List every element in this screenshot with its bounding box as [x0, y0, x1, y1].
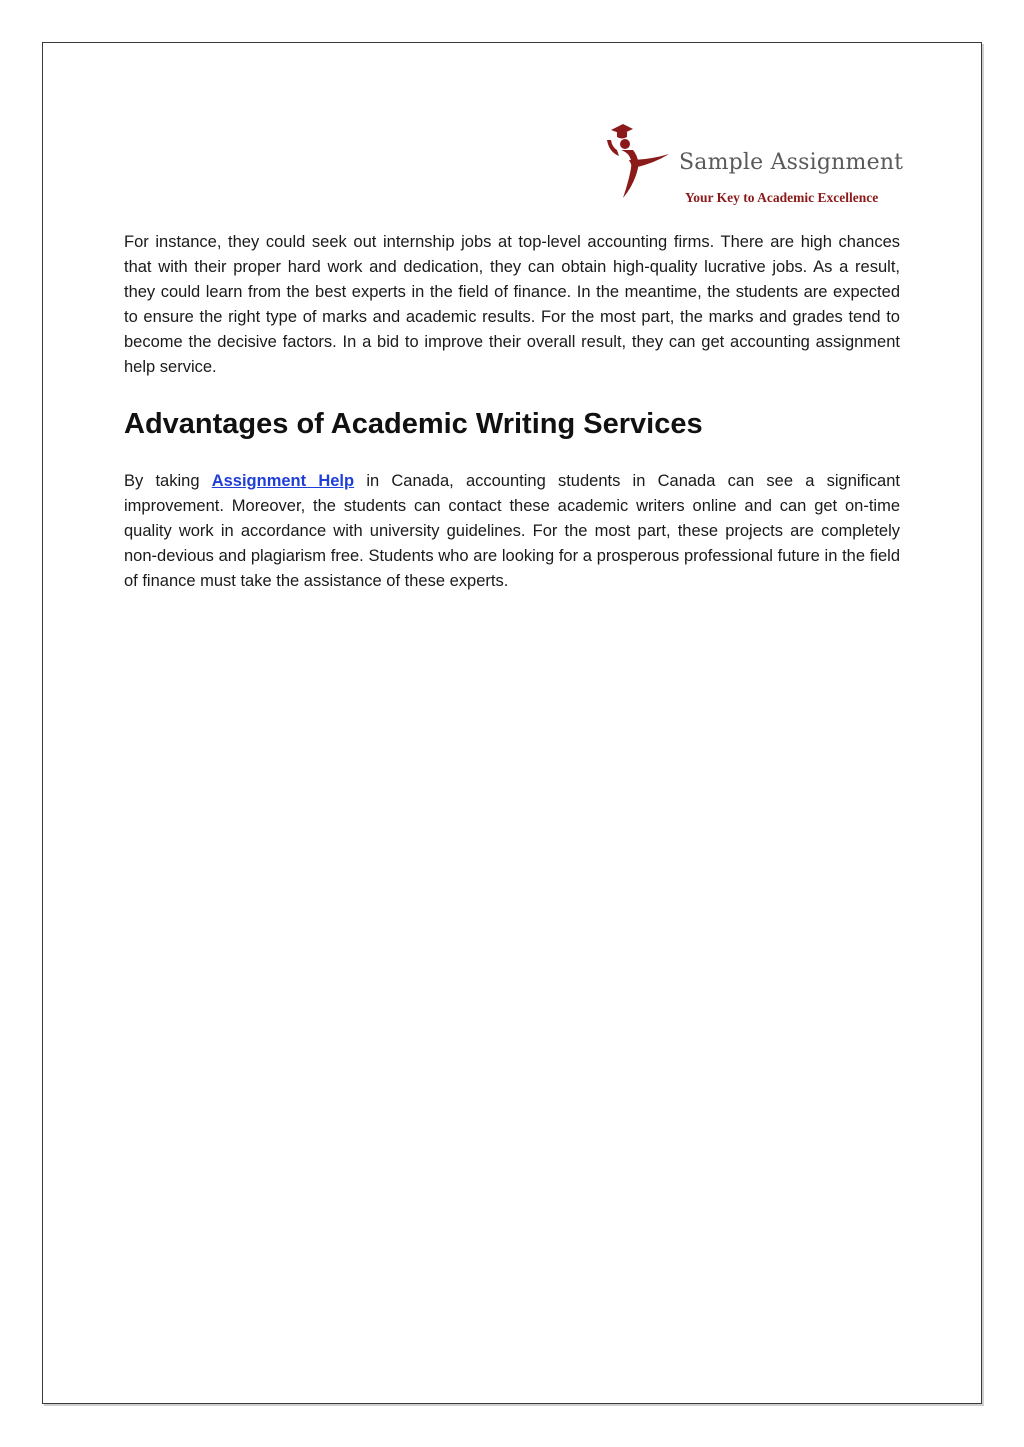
- paragraph-assignment-help: [124, 469, 900, 594]
- paragraph-text-after-link: in Canada, accounting students in Canada can see a significant improvement. Moreover, the students can contact these academic writers online and can get on-time quality work in accordance with university guidelines. For the most part, these projects are completely non-devious and plagiarism free. Students who are looking for a prosperous professional future in the field of finance must take the assistance of these experts.: [124, 472, 900, 590]
- paragraph-internship: For instance, they could seek out internship jobs at top-level accounting firms. There are high chances that with their proper hard work and dedication, they can obtain high-quality lucrative jobs. As a result, they could learn from the best experts in the field of finance. In the meantime, the students are expected to ensure the right type of marks and academic results. For the most part, the marks and grades tend to become the decisive factors. In a bid to improve their overall result, they can get accounting assignment help service.: [124, 233, 900, 376]
- sample-assignment-logo: [603, 120, 903, 210]
- logo-tagline: Your Key to Academic Excellence: [685, 190, 879, 205]
- paragraph-text-before-link: By taking: [124, 472, 212, 490]
- section-heading: Advantages of Academic Writing Services: [124, 408, 703, 440]
- logo-name: Sample Assignment: [679, 150, 904, 175]
- assignment-help-link[interactable]: Assignment Help: [211, 472, 355, 490]
- graduate-figure-icon: [603, 120, 673, 204]
